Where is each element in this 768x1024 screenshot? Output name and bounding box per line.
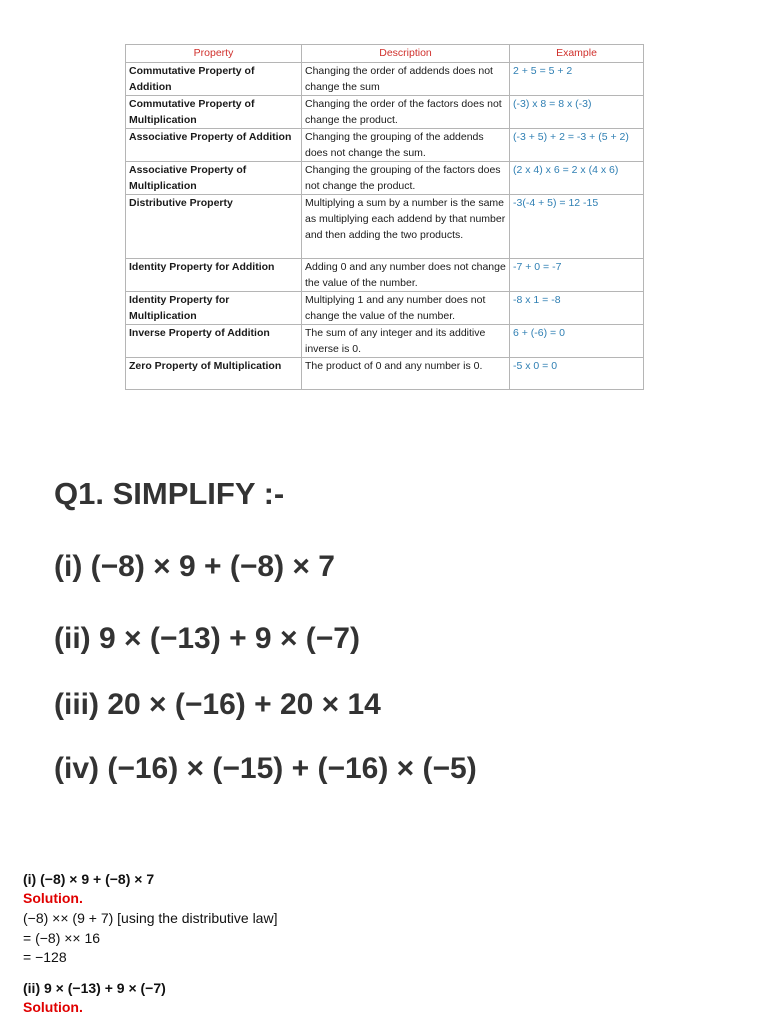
question-item: (i) (−8) × 9 + (−8) × 7 — [54, 550, 335, 583]
table-row — [126, 195, 644, 259]
property-cell: Associative Property of Multiplication — [126, 162, 302, 195]
property-cell: Commutative Property of Addition — [126, 63, 302, 96]
solution-line: = −128 — [23, 949, 67, 965]
description-cell: Changing the order of addends does not change the sum — [302, 63, 510, 96]
question-item: (iii) 20 × (−16) + 20 × 14 — [54, 688, 381, 721]
property-cell: Commutative Property of Multiplication — [126, 96, 302, 129]
property-cell: Distributive Property — [126, 195, 302, 259]
description-cell: Multiplying 1 and any number does not change the value of the number. — [302, 292, 510, 325]
example-cell: -8 x 1 = -8 — [510, 292, 644, 325]
table-row — [126, 259, 644, 292]
solution-label: Solution. — [23, 890, 83, 906]
example-cell: -3(-4 + 5) = 12 -15 — [510, 195, 644, 259]
table-row — [126, 325, 644, 358]
table-header-row — [126, 45, 644, 63]
question-title: Q1. SIMPLIFY :- — [54, 476, 285, 511]
table-row — [126, 96, 644, 129]
table-row — [126, 63, 644, 96]
header-description: Description — [302, 45, 510, 63]
property-cell: Zero Property of Multiplication — [126, 358, 302, 390]
description-cell: The product of 0 and any number is 0. — [302, 358, 510, 390]
example-cell: (-3 + 5) + 2 = -3 + (5 + 2) — [510, 129, 644, 162]
description-cell: Changing the order of the factors does not change the product. — [302, 96, 510, 129]
solution-line: = (−8) ×× 16 — [23, 930, 101, 946]
property-cell: Identity Property for Addition — [126, 259, 302, 292]
property-cell: Inverse Property of Addition — [126, 325, 302, 358]
table-row — [126, 292, 644, 325]
header-property: Property — [126, 45, 302, 63]
question-item: (ii) 9 × (−13) + 9 × (−7) — [54, 622, 360, 655]
example-cell: 6 + (-6) = 0 — [510, 325, 644, 358]
description-cell: Adding 0 and any number does not change the value of the number. — [302, 259, 510, 292]
description-cell: Multiplying a sum by a number is the same as multiplying each addend by that number and then adding the two products. — [302, 195, 510, 259]
header-example: Example — [510, 45, 644, 63]
property-cell: Associative Property of Addition — [126, 129, 302, 162]
example-cell: (-3) x 8 = 8 x (-3) — [510, 96, 644, 129]
description-cell: Changing the grouping of the factors does not change the product. — [302, 162, 510, 195]
solution-heading: (i) (−8) × 9 + (−8) × 7 — [23, 871, 155, 887]
table-row — [126, 162, 644, 195]
property-cell: Identity Property for Multiplication — [126, 292, 302, 325]
table-row — [126, 358, 644, 390]
example-cell: (2 x 4) x 6 = 2 x (4 x 6) — [510, 162, 644, 195]
question-item: (iv) (−16) × (−15) + (−16) × (−5) — [54, 752, 477, 785]
example-cell: -5 x 0 = 0 — [510, 358, 644, 390]
description-cell: The sum of any integer and its additive inverse is 0. — [302, 325, 510, 358]
example-cell: 2 + 5 = 5 + 2 — [510, 63, 644, 96]
example-cell: -7 + 0 = -7 — [510, 259, 644, 292]
solution-line: (−8) ×× (9 + 7) [using the distributive law] — [23, 910, 278, 926]
properties-table — [125, 44, 644, 390]
solution-label: Solution. — [23, 999, 83, 1015]
description-cell: Changing the grouping of the addends does not change the sum. — [302, 129, 510, 162]
table-row — [126, 129, 644, 162]
solution-heading: (ii) 9 × (−13) + 9 × (−7) — [23, 980, 166, 996]
